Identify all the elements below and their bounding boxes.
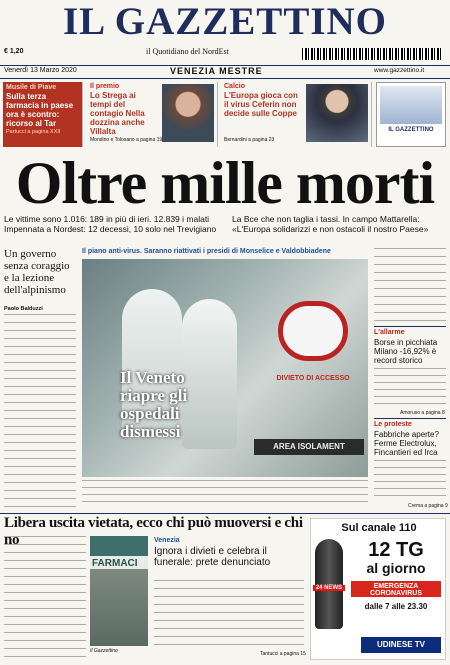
alarm-byline: Amoruso a pagina 8 [400, 410, 445, 416]
deck-left: Le vittime sono 1.016: 189 in più di ieri. 12.839 i malati Impennata a Nordest: 12 decessi, 10 solo nel Trevigiano [4, 214, 217, 234]
deck-right: La Bce che non taglia i tassi. In campo Mattarella: «L'Europa solidarizzi e non ostacoli il nostro Paese» [232, 214, 429, 234]
alarm-body [374, 368, 446, 408]
pharmacy-photo [90, 536, 148, 646]
photo-strap: Il piano anti-virus. Saranno riattivati i presidi di Monselice e Valdobbiadene [82, 248, 331, 255]
editorial-author: Paolo Balduzzi [4, 306, 43, 312]
bottom-headline: Libera uscita vietata, ecco chi può muoversi e chi no [4, 515, 303, 548]
teaser-calcio[interactable]: Calcio L'Europa gioca con il virus Ceferin non decide sulle Coppe Bernardini a pagina 23 [222, 82, 372, 147]
ad-brand: UDINESE TV [361, 637, 441, 653]
teaser-musile[interactable]: Musile di Piave Sulla terza farmacia in paese ora è scontro: ricorso al Tar Partucci a pagina XXII [3, 82, 83, 147]
ad-channel: Sul canale 110 [341, 522, 417, 534]
venezia-body [154, 580, 304, 650]
right-column-text [374, 248, 446, 323]
microphone-icon [315, 539, 343, 629]
tagline: il Quotidiano del NordEst [146, 47, 229, 56]
pharmacy-sign: FARMACI [92, 558, 138, 569]
price: € 1,20 [4, 48, 24, 55]
news-badge: 24 NEWS [313, 585, 345, 591]
photo-caption [82, 480, 368, 502]
venezia-kicker: Venezia [154, 537, 180, 544]
ceferin-photo [306, 84, 368, 142]
ad-title: 12 TG [368, 539, 424, 561]
editorial-title: Un governo senza coraggio e la lezione dell'alpinismo [4, 248, 70, 296]
alarm-title: Borse in picchiata Milano -16,92% è record storico [374, 338, 438, 365]
protest-title: Fabbriche aperte? Ferme Electrolux, Fincantieri ed Irca [374, 430, 439, 457]
udinese-tv-ad[interactable] [310, 518, 446, 660]
issue-date: Venerdì 13 Marzo 2020 [4, 67, 77, 74]
author-photo [162, 84, 214, 142]
ad-times: dalle 7 alle 23.30 [364, 602, 428, 611]
isolation-sign: AREA ISOLAMENT [254, 439, 364, 455]
alarm-kicker: L'allarme [374, 329, 405, 336]
teaser-supplement[interactable]: IL GAZZETTINO [376, 82, 446, 147]
main-headline: Oltre mille morti [15, 150, 435, 216]
venezia-byline: Tantucci a pagina 15 [260, 651, 306, 657]
protest-byline: Crema a pagina 9 [408, 503, 448, 509]
bottom-left-text [4, 536, 86, 658]
protest-kicker: Le proteste [374, 421, 412, 428]
ad-subtitle: al giorno [366, 560, 426, 576]
website: www.gazzettino.it [374, 67, 425, 74]
sign-text: DIVIETO DI ACCESSO [276, 375, 350, 382]
ad-band1: EMERGENZA [351, 581, 441, 590]
photo-credit: Il Gazzettino [90, 648, 118, 654]
masthead-subbar [0, 44, 450, 66]
venezia-title: Ignora i divieti e celebra il funerale: prete denunciato [154, 546, 271, 568]
newspaper-title: IL GAZZETTINO [62, 0, 388, 43]
hospital-photo [82, 259, 368, 477]
ad-band2: CORONAVIRUS [351, 590, 441, 597]
editorial-body [4, 314, 76, 514]
edition: VENEZIA MESTRE [170, 66, 263, 76]
barcode [302, 48, 442, 60]
photo-overlay-headline: Il Veneto riapre gli ospedali dismessi [120, 368, 188, 441]
teaser-strega[interactable]: Il premio Lo Strega ai tempi del contagio Nella dozzina anche Villalta Mondino e Tolosano a pagina 19 [88, 82, 218, 147]
masthead [0, 0, 450, 44]
protest-body [374, 460, 446, 500]
